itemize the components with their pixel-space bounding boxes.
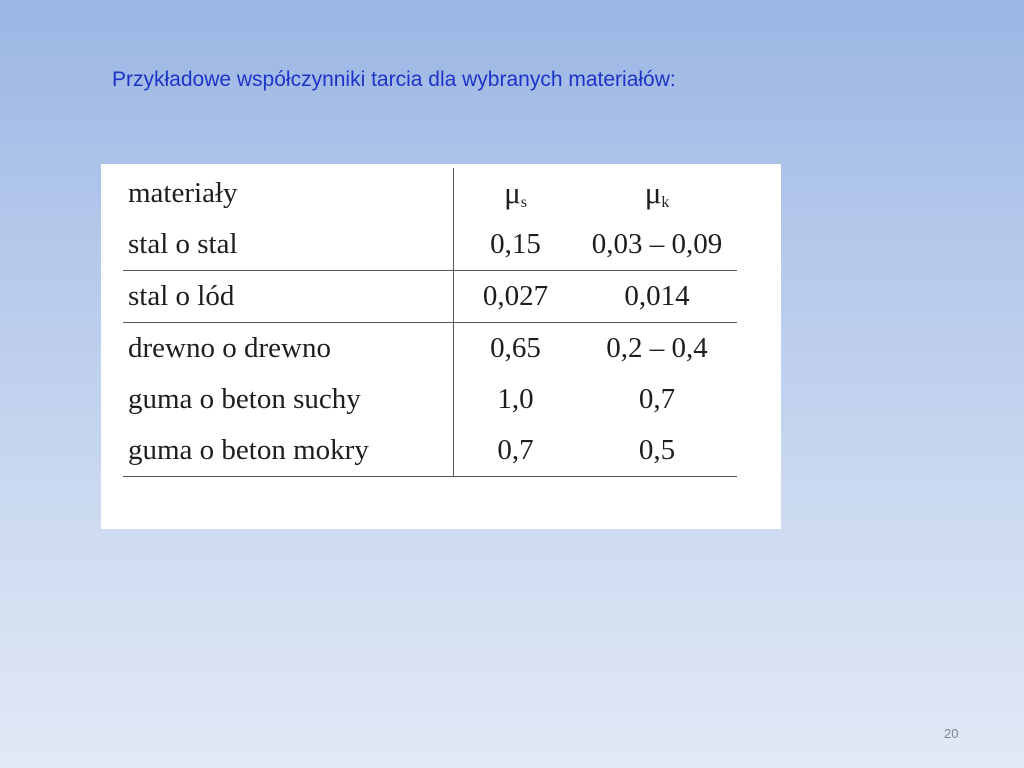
table-row [123, 425, 737, 477]
kinetic-cell: 0,03 – 0,09 [577, 219, 737, 271]
kinetic-cell: 0,2 – 0,4 [606, 332, 708, 364]
material-cell: drewno o drewno [123, 323, 454, 375]
static-cell: 0,027 [454, 271, 578, 323]
header-static-coefficient [454, 168, 578, 219]
material-cell: stal o lód [123, 271, 454, 323]
table-row [123, 323, 737, 375]
mu-static-symbol: $\mu_s$ [504, 174, 527, 211]
kinetic-cell: 0,5 [577, 425, 737, 477]
static-cell: 0,7 [454, 425, 578, 477]
static-cell: 0,65 [490, 332, 541, 364]
table-row [123, 219, 737, 271]
mu-kinetic-symbol: $\mu_k$ [644, 174, 670, 211]
page-number: 20 [944, 726, 959, 741]
table-row [123, 374, 737, 425]
material-cell: guma o beton mokry [123, 425, 454, 477]
slide-title: Przykładowe współczynniki tarcia dla wybranych materiałów: [112, 68, 676, 91]
table-image-panel [101, 164, 781, 529]
static-cell: 1,0 [497, 383, 534, 415]
material-cell: stal o stal [123, 219, 454, 271]
static-cell: 0,15 [454, 219, 578, 271]
header-materials: materiały [123, 168, 454, 219]
friction-coefficients-table [123, 168, 737, 477]
header-kinetic-coefficient [577, 168, 737, 219]
table-row [123, 271, 737, 323]
material-cell: guma o beton suchy [123, 374, 454, 425]
kinetic-cell: 0,7 [638, 383, 676, 415]
kinetic-cell: 0,014 [577, 271, 737, 323]
table-header-row [123, 168, 737, 219]
